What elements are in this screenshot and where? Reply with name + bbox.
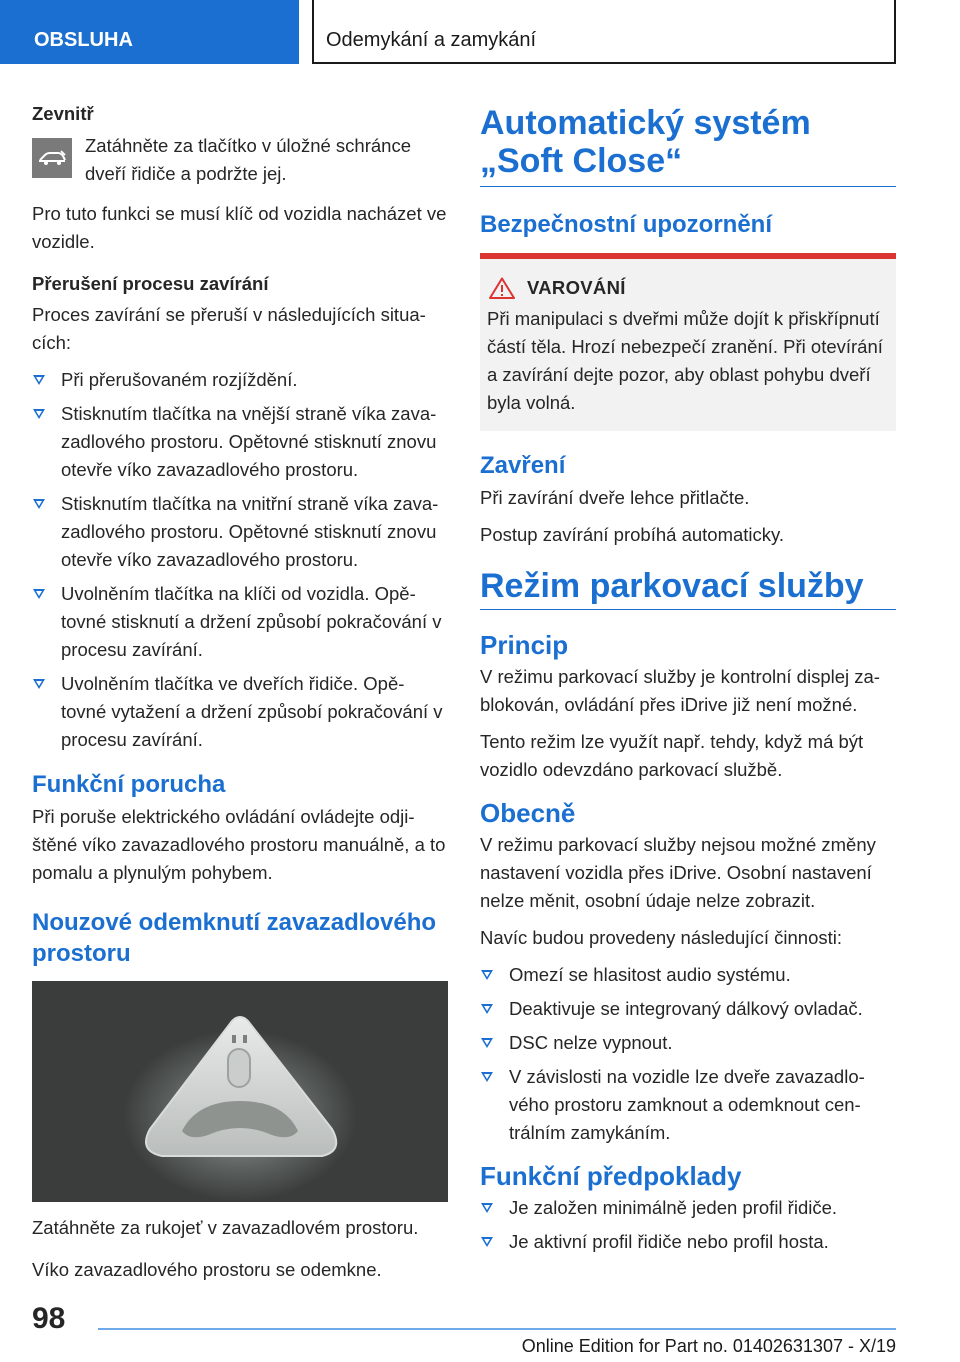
zavreni-text-2: Postup zavírání probíhá automaticky. bbox=[480, 524, 785, 545]
bullet-triangle-icon bbox=[33, 679, 45, 689]
bullet-triangle-icon bbox=[481, 1203, 493, 1213]
key-note: Pro tuto funkci se musí klíč od vozidla nacházet ve vozidle. bbox=[32, 203, 447, 252]
warning-text: Při manipulaci s dveřmi může dojít k přiskřípnutí částí těla. Hrozí nebezpečí zranění. Při otevírání a zavírání dejte pozor, aby oblast pohybu dveří byla volná. bbox=[487, 308, 883, 413]
zevnitr-heading: Zevnitř bbox=[32, 103, 94, 124]
princip-text-2: Tento režim lze využít např. tehdy, když má být vozidlo odevzdáno parkovací službě. bbox=[480, 731, 864, 780]
bullet-triangle-icon bbox=[33, 375, 45, 385]
nouz-heading: Nouzové odemknutí zavazadlového prostoru bbox=[32, 909, 437, 967]
list-item: V závislosti na vozidle lze dveře zavazadlo-vého prostoru zamknout a odemknout cen-trálním zamykáním. bbox=[480, 1063, 896, 1147]
list-item: DSC nelze vypnout. bbox=[480, 1029, 896, 1057]
zavreni-heading: Zavření bbox=[480, 452, 566, 479]
list-item: Je založen minimálně jeden profil řidiče. bbox=[480, 1194, 896, 1222]
left-column bbox=[32, 100, 448, 1293]
predp-heading: Funkční předpoklady bbox=[480, 1161, 742, 1191]
porucha-heading: Funkční porucha bbox=[32, 771, 226, 798]
warning-label: VAROVÁNÍ bbox=[527, 277, 626, 298]
porucha-text: Při poruše elektrického ovládání ovládejte odji-štěné víko zavazadlového prostoru manuálně, a to pomalu a plynulým pohybem. bbox=[32, 806, 446, 883]
photo-caption-1: Zatáhněte za rukojeť v zavazadlovém prostoru. bbox=[32, 1217, 419, 1238]
princip-heading: Princip bbox=[480, 630, 569, 660]
trunk-handle-photo bbox=[32, 981, 448, 1202]
bullet-triangle-icon bbox=[481, 970, 493, 980]
warning-triangle-icon bbox=[489, 277, 515, 299]
list-item: Stisknutím tlačítka na vnější straně víka zava-zadlového prostoru. Opětovné stisknutí znovu otevře víko zavazadlového prostoru. bbox=[32, 400, 448, 484]
edition-text: Online Edition for Part no. 01402631307 - X/19 bbox=[521, 1336, 896, 1356]
list-item: Uvolněním tlačítka na klíči od vozidla. Opě-tovné stisknutí a držení způsobí pokračování v procesu zavírání. bbox=[32, 580, 448, 664]
obecne-list bbox=[480, 961, 896, 1147]
obecne-heading: Obecně bbox=[480, 798, 576, 828]
predp-list bbox=[480, 1194, 896, 1256]
bullet-triangle-icon bbox=[481, 1004, 493, 1014]
footer-divider bbox=[98, 1328, 896, 1330]
list-item: Je aktivní profil řidiče nebo profil hosta. bbox=[480, 1228, 896, 1256]
list-item: Deaktivuje se integrovaný dálkový ovladač. bbox=[480, 995, 896, 1023]
list-item: Omezí se hlasitost audio systému. bbox=[480, 961, 896, 989]
bullet-triangle-icon bbox=[481, 1237, 493, 1247]
softclose-heading: Automatický systém „Soft Close“ bbox=[480, 104, 896, 187]
obecne-text-1: V režimu parkovací služby nejsou možné změny nastavení vozidla přes iDrive. Osobní nastavení nelze měnit, osobní údaje nelze zobrazit. bbox=[480, 834, 876, 911]
rezim-heading: Režim parkovací služby bbox=[480, 565, 896, 610]
car-trunk-icon bbox=[32, 138, 72, 178]
zavreni-text-1: Při zavírání dveře lehce přitlačte. bbox=[480, 487, 750, 508]
zevnitr-text: Zatáhněte za tlačítko v úložné schránce dveří řidiče a podržte jej. bbox=[85, 135, 411, 184]
page-number: 98 bbox=[32, 1302, 66, 1335]
bullet-triangle-icon bbox=[33, 499, 45, 509]
bullet-triangle-icon bbox=[33, 589, 45, 599]
photo-caption-2: Víko zavazadlového prostoru se odemkne. bbox=[32, 1259, 382, 1280]
zevnitr-instruction bbox=[32, 132, 448, 188]
section-tab: OBSLUHA bbox=[0, 0, 299, 64]
right-column bbox=[480, 100, 896, 1265]
prerus-text: Proces zavírání se přeruší v následujících situa-cích: bbox=[32, 304, 426, 353]
warning-box bbox=[480, 253, 896, 431]
list-item: Stisknutím tlačítka na vnitřní straně víka zava-zadlového prostoru. Opětovné stisknutí znovu otevře víko zavazadlového prostoru. bbox=[32, 490, 448, 574]
list-item: Uvolněním tlačítka ve dveřích řidiče. Opě-tovné vytažení a držení způsobí pokračování v procesu zavírání. bbox=[32, 670, 448, 754]
bullet-triangle-icon bbox=[481, 1038, 493, 1048]
list-item: Při přerušovaném rozjíždění. bbox=[32, 366, 448, 394]
warning-header bbox=[489, 277, 888, 299]
princip-text-1: V režimu parkovací služby je kontrolní displej za-blokován, ovládání přes iDrive již není možné. bbox=[480, 666, 880, 715]
bullet-triangle-icon bbox=[33, 409, 45, 419]
obecne-text-2: Navíc budou provedeny následující činnosti: bbox=[480, 927, 842, 948]
prerus-heading: Přerušení procesu zavírání bbox=[32, 273, 269, 294]
prerus-list bbox=[32, 366, 448, 754]
bullet-triangle-icon bbox=[481, 1072, 493, 1082]
bezp-heading: Bezpečnostní upozornění bbox=[480, 211, 773, 238]
chapter-title: Odemykání a zamykání bbox=[312, 0, 896, 64]
